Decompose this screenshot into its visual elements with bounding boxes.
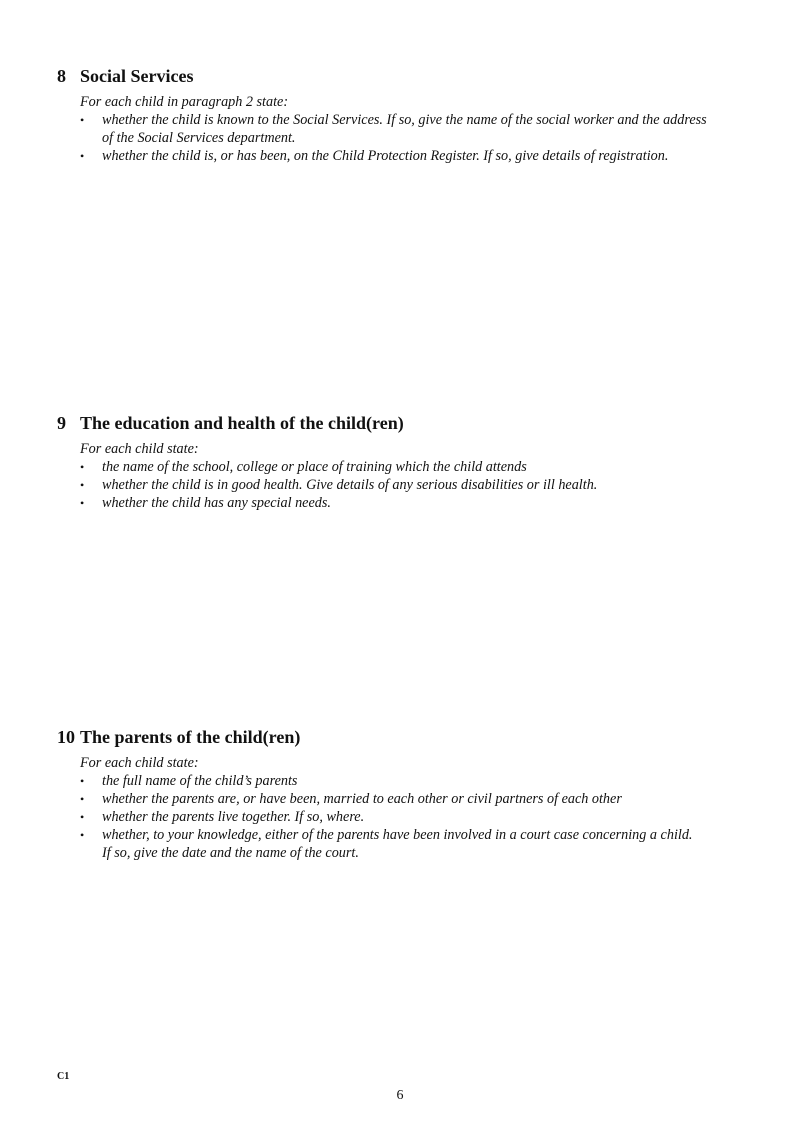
section-social-services — [57, 65, 757, 165]
section-heading — [57, 412, 757, 434]
section-intro: For each child state: — [80, 755, 199, 771]
page-number: 6 — [396, 1088, 404, 1103]
list-item — [80, 458, 757, 476]
section-number: 8 — [57, 66, 66, 86]
list-item — [80, 772, 757, 790]
section-title: The education and health of the child(ren) — [80, 413, 404, 433]
section-heading — [57, 726, 757, 748]
list-item-text: the name of the school, college or place of training which the child attends — [102, 459, 527, 475]
section-intro: For each child in paragraph 2 state: — [80, 94, 289, 110]
section-title: The parents of the child(ren) — [80, 727, 301, 747]
bullet-list — [57, 772, 757, 862]
list-item — [80, 494, 757, 512]
section-number: 9 — [57, 413, 66, 433]
bullet-list — [57, 458, 757, 512]
list-item — [80, 111, 757, 147]
bullet-icon: • — [80, 828, 85, 842]
bullet-icon: • — [80, 478, 85, 492]
section-intro: For each child state: — [80, 441, 199, 457]
list-item — [80, 826, 757, 862]
list-item-text: whether the parents live together. If so, where. — [102, 809, 365, 825]
list-item-text: whether the child is in good health. Give details of any serious disabilities or ill health. — [102, 477, 598, 493]
list-item-text: whether the parents are, or have been, married to each other or civil partners of each other — [102, 791, 622, 807]
list-item-text: the full name of the child’s parents — [102, 773, 298, 789]
bullet-icon: • — [80, 774, 85, 788]
section-title: Social Services — [80, 66, 194, 86]
list-item — [80, 790, 757, 808]
section-education-health — [57, 412, 757, 512]
section-parents — [57, 726, 757, 862]
bullet-icon: • — [80, 149, 85, 163]
list-item-text: whether the child is known to the Social Services. If so, give the name of the social worker and the address — [102, 112, 707, 128]
list-item — [80, 147, 757, 165]
list-item-text: whether, to your knowledge, either of the parents have been involved in a court case concerning a child. — [102, 827, 693, 843]
list-item-text: of the Social Services department. — [102, 130, 296, 146]
list-item-text: If so, give the date and the name of the court. — [102, 845, 359, 861]
bullet-icon: • — [80, 113, 85, 127]
list-item — [80, 476, 757, 494]
section-heading — [57, 65, 757, 87]
list-item-text: whether the child has any special needs. — [102, 495, 331, 511]
list-item — [80, 808, 757, 826]
form-code: C1 — [57, 1071, 70, 1082]
bullet-icon: • — [80, 460, 85, 474]
section-number: 10 — [57, 727, 75, 747]
bullet-icon: • — [80, 496, 85, 510]
bullet-list — [57, 111, 757, 165]
list-item-text: whether the child is, or has been, on the Child Protection Register. If so, give details of registration. — [102, 148, 669, 164]
bullet-icon: • — [80, 810, 85, 824]
bullet-icon: • — [80, 792, 85, 806]
